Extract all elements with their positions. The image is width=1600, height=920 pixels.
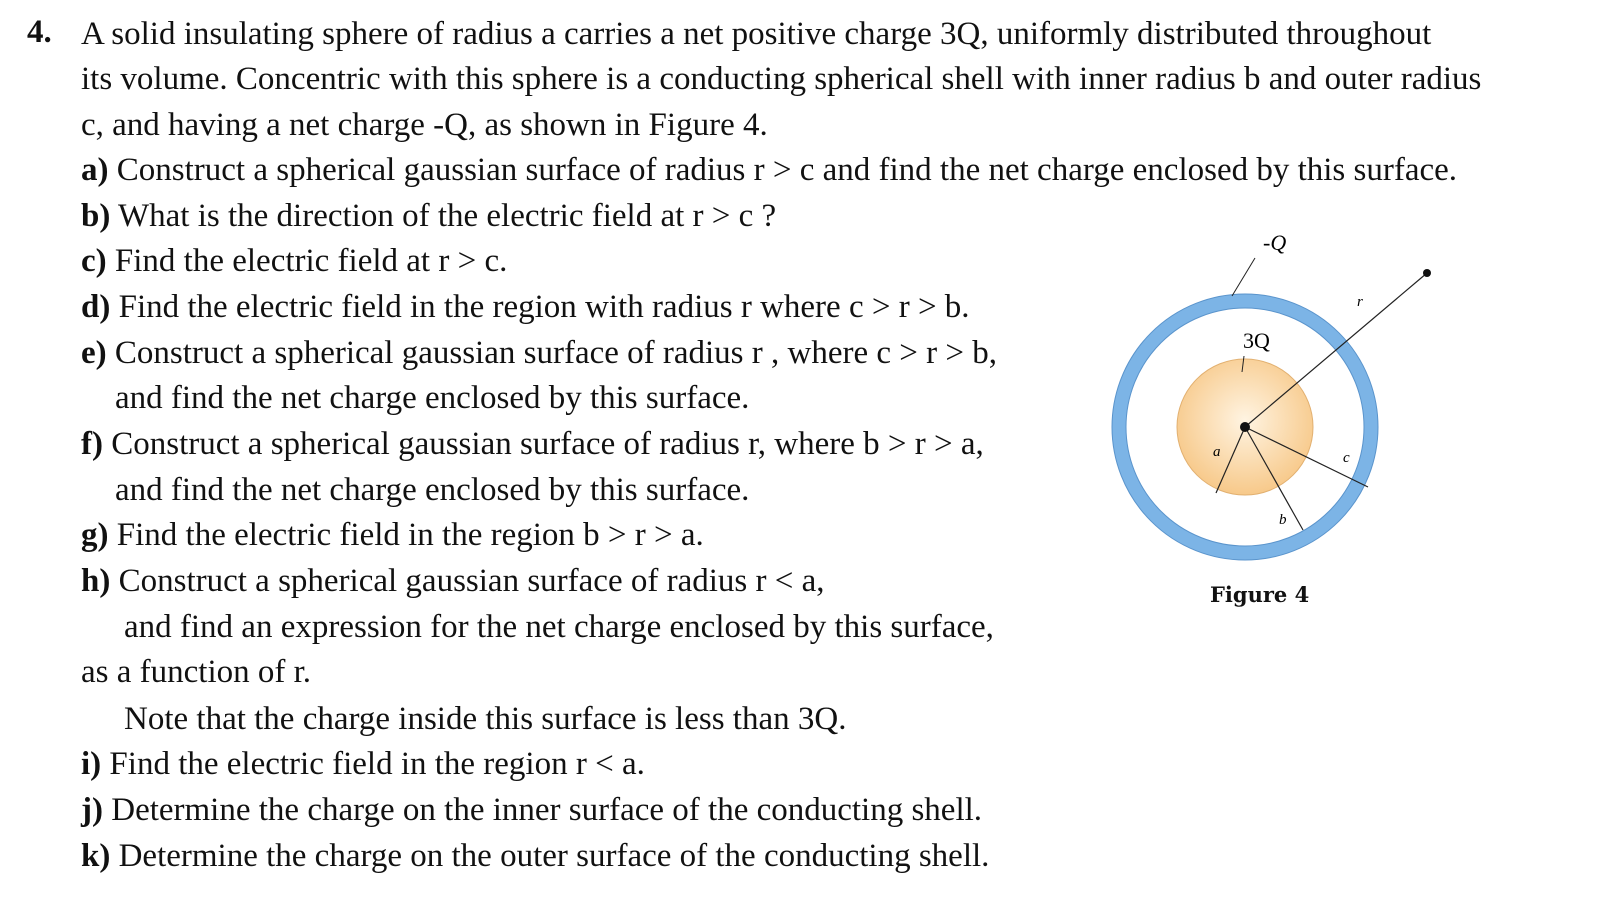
part-g [81, 515, 704, 555]
intro-line-2: its volume. Concentric with this sphere is a conducting spherical shell with inner radius b and outer radius [81, 61, 1482, 97]
part-e-text: Construct a spherical gaussian surface of radius r , where c > r > b, [114, 335, 997, 371]
figure-caption: Figure 4 [1210, 582, 1310, 607]
part-a-label: a) [81, 152, 109, 188]
part-i-label: i) [81, 746, 102, 782]
part-g-label: g) [81, 517, 109, 553]
part-e [81, 333, 997, 373]
part-d-label: d) [81, 289, 111, 325]
part-c [81, 241, 507, 281]
part-f [81, 424, 984, 464]
part-f-text: Construct a spherical gaussian surface of radius r, where b > r > a, [111, 426, 984, 462]
part-b-label: b) [81, 198, 111, 234]
part-j [81, 790, 982, 830]
part-i [81, 744, 645, 784]
part-j-label: j) [81, 792, 103, 828]
part-a [81, 150, 1457, 190]
part-h-note: Note that the charge inside this surface is less than 3Q. [124, 701, 847, 737]
label-r: r [1357, 294, 1363, 310]
figure-sphere-shell-diagram [1110, 225, 1470, 625]
part-e-label: e) [81, 335, 107, 371]
label-sphere-charge: 3Q [1243, 328, 1270, 353]
problem-number: 4. [27, 14, 52, 50]
part-b-text: What is the direction of the electric field at r > c ? [118, 198, 777, 234]
part-a-text: Construct a spherical gaussian surface of radius r > c and find the net charge enclosed by this surface. [116, 152, 1458, 188]
part-f-label: f) [81, 426, 103, 462]
part-j-text: Determine the charge on the inner surface of the conducting shell. [111, 792, 983, 828]
part-c-label: c) [81, 243, 107, 279]
label-b: b [1279, 512, 1287, 528]
part-c-text: Find the electric field at r > c. [114, 243, 508, 279]
label-shell-charge: -Q [1263, 230, 1287, 255]
part-h [81, 561, 824, 601]
part-f-continuation: and find the net charge enclosed by this surface. [115, 472, 750, 508]
part-h-label: h) [81, 563, 111, 599]
label-c: c [1343, 450, 1350, 466]
pointer-shell-charge [1232, 258, 1255, 296]
part-k [81, 836, 989, 876]
intro-line-1: A solid insulating sphere of radius a carries a net positive charge 3Q, uniformly distributed throughout [81, 16, 1432, 52]
part-h-continuation: and find an expression for the net charge enclosed by this surface, [124, 609, 994, 645]
part-i-text: Find the electric field in the region r < a. [109, 746, 645, 782]
part-d-text: Find the electric field in the region with radius r where c > r > b. [118, 289, 970, 325]
part-b [81, 196, 776, 236]
center-dot [1240, 422, 1250, 432]
part-k-label: k) [81, 838, 111, 874]
part-k-text: Determine the charge on the outer surface of the conducting shell. [118, 838, 990, 874]
part-h-text: Construct a spherical gaussian surface of radius r < a, [118, 563, 825, 599]
radius-line-r [1245, 273, 1427, 427]
part-h-continuation-2: as a function of r. [81, 654, 312, 690]
label-a: a [1213, 444, 1221, 460]
point-r-dot [1423, 269, 1431, 277]
part-e-continuation: and find the net charge enclosed by this surface. [115, 380, 750, 416]
intro-line-3: c, and having a net charge -Q, as shown in Figure 4. [81, 107, 768, 143]
part-g-text: Find the electric field in the region b > r > a. [116, 517, 704, 553]
part-d [81, 287, 970, 327]
